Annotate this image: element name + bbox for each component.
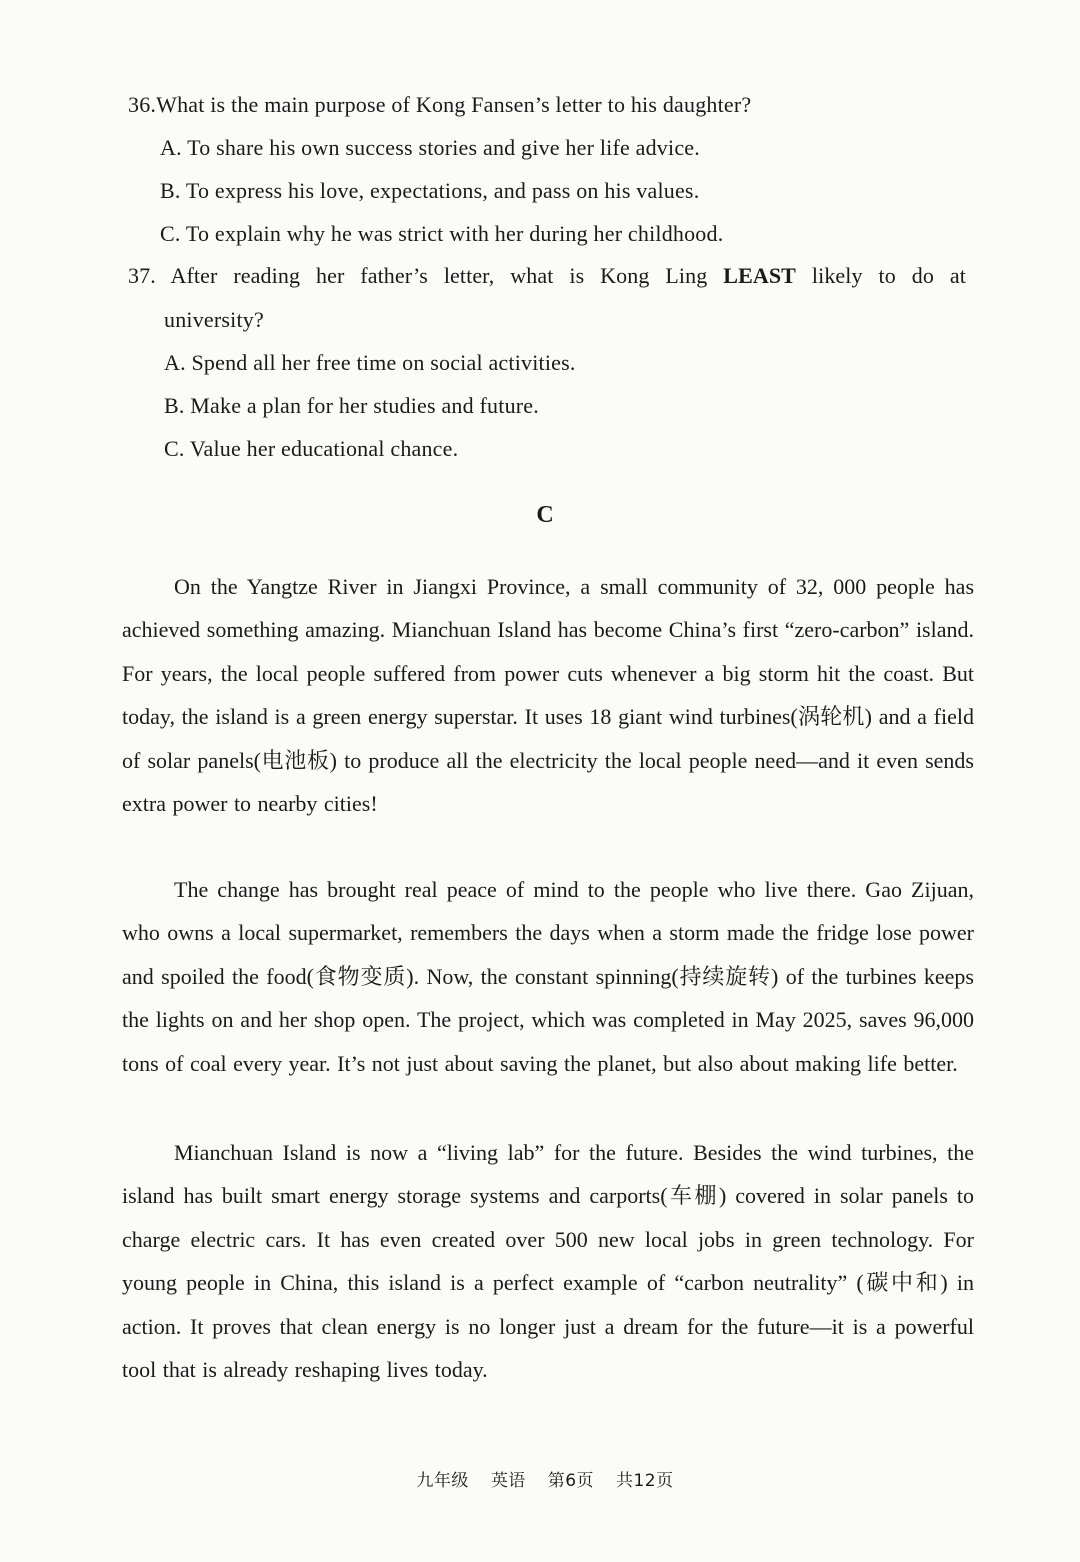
q37-emphasis: LEAST [723,263,796,288]
q36-option-c: C. To explain why he was strict with her during her childhood. [160,221,724,246]
question-36: 36.What is the main purpose of Kong Fansen’s letter to his daughter? [128,92,752,117]
footer-grade: 九年级 [416,1471,469,1491]
q37-text-part2: likely to do at [811,263,966,288]
q36-option-b: B. To express his love, expectations, and pass on his values. [160,178,700,203]
q37-option-a: A. Spend all her free time on social activities. [164,350,576,375]
q36-option-a: A. To share his own success stories and give her life advice. [160,135,700,160]
q37-text-line2: university? [164,307,264,332]
passage-paragraph-1: On the Yangtze River in Jiangxi Province, a small community of 32, 000 people has achieved something amazing. Mianchuan Island has become China’s first “zero-carbon” island. For years, the local people suffered from power cuts whenever a big storm hit the coast. But today, the island is a green energy superstar. It uses 18 giant wind turbines(涡轮机) and a field of solar panels(电池板) to produce all the electricity the local people need—and it even sends extra power to nearby cities! [122,574,974,817]
footer-page-number: 第6页 [547,1471,595,1491]
q37-option-c: C. Value her educational chance. [164,436,459,461]
page-footer [0,1466,1080,1491]
q37-option-b: B. Make a plan for her studies and future. [164,393,539,418]
passage-paragraph-3: Mianchuan Island is now a “living lab” for the future. Besides the wind turbines, the island has built smart energy storage systems and carports(车棚) covered in solar panels to charge electric cars. It has even created over 500 new local jobs in green technology. For young people in China, this island is a perfect example of “carbon neutrality” (碳中和) in action. It proves that clean energy is no longer just a dream for the future—it is a powerful tool that is already reshaping lives today. [122,1140,974,1383]
question-37 [128,261,966,291]
q37-text-part1: 37. After reading her father’s letter, what is Kong Ling [128,263,708,288]
passage-paragraph-2: The change has brought real peace of mind to the people who live there. Gao Zijuan, who owns a local supermarket, remembers the days when a storm made the fridge lose power and spoiled the food(食物变质). Now, the constant spinning(持续旋转) of the turbines keeps the lights on and her shop open. The project, which was completed in May 2025, saves 96,000 tons of coal every year. It’s not just about saving the planet, but also about making life better. [122,877,974,1076]
footer-total-pages: 共12页 [615,1471,674,1491]
section-title: C [536,502,554,528]
footer-subject: 英语 [490,1471,526,1491]
